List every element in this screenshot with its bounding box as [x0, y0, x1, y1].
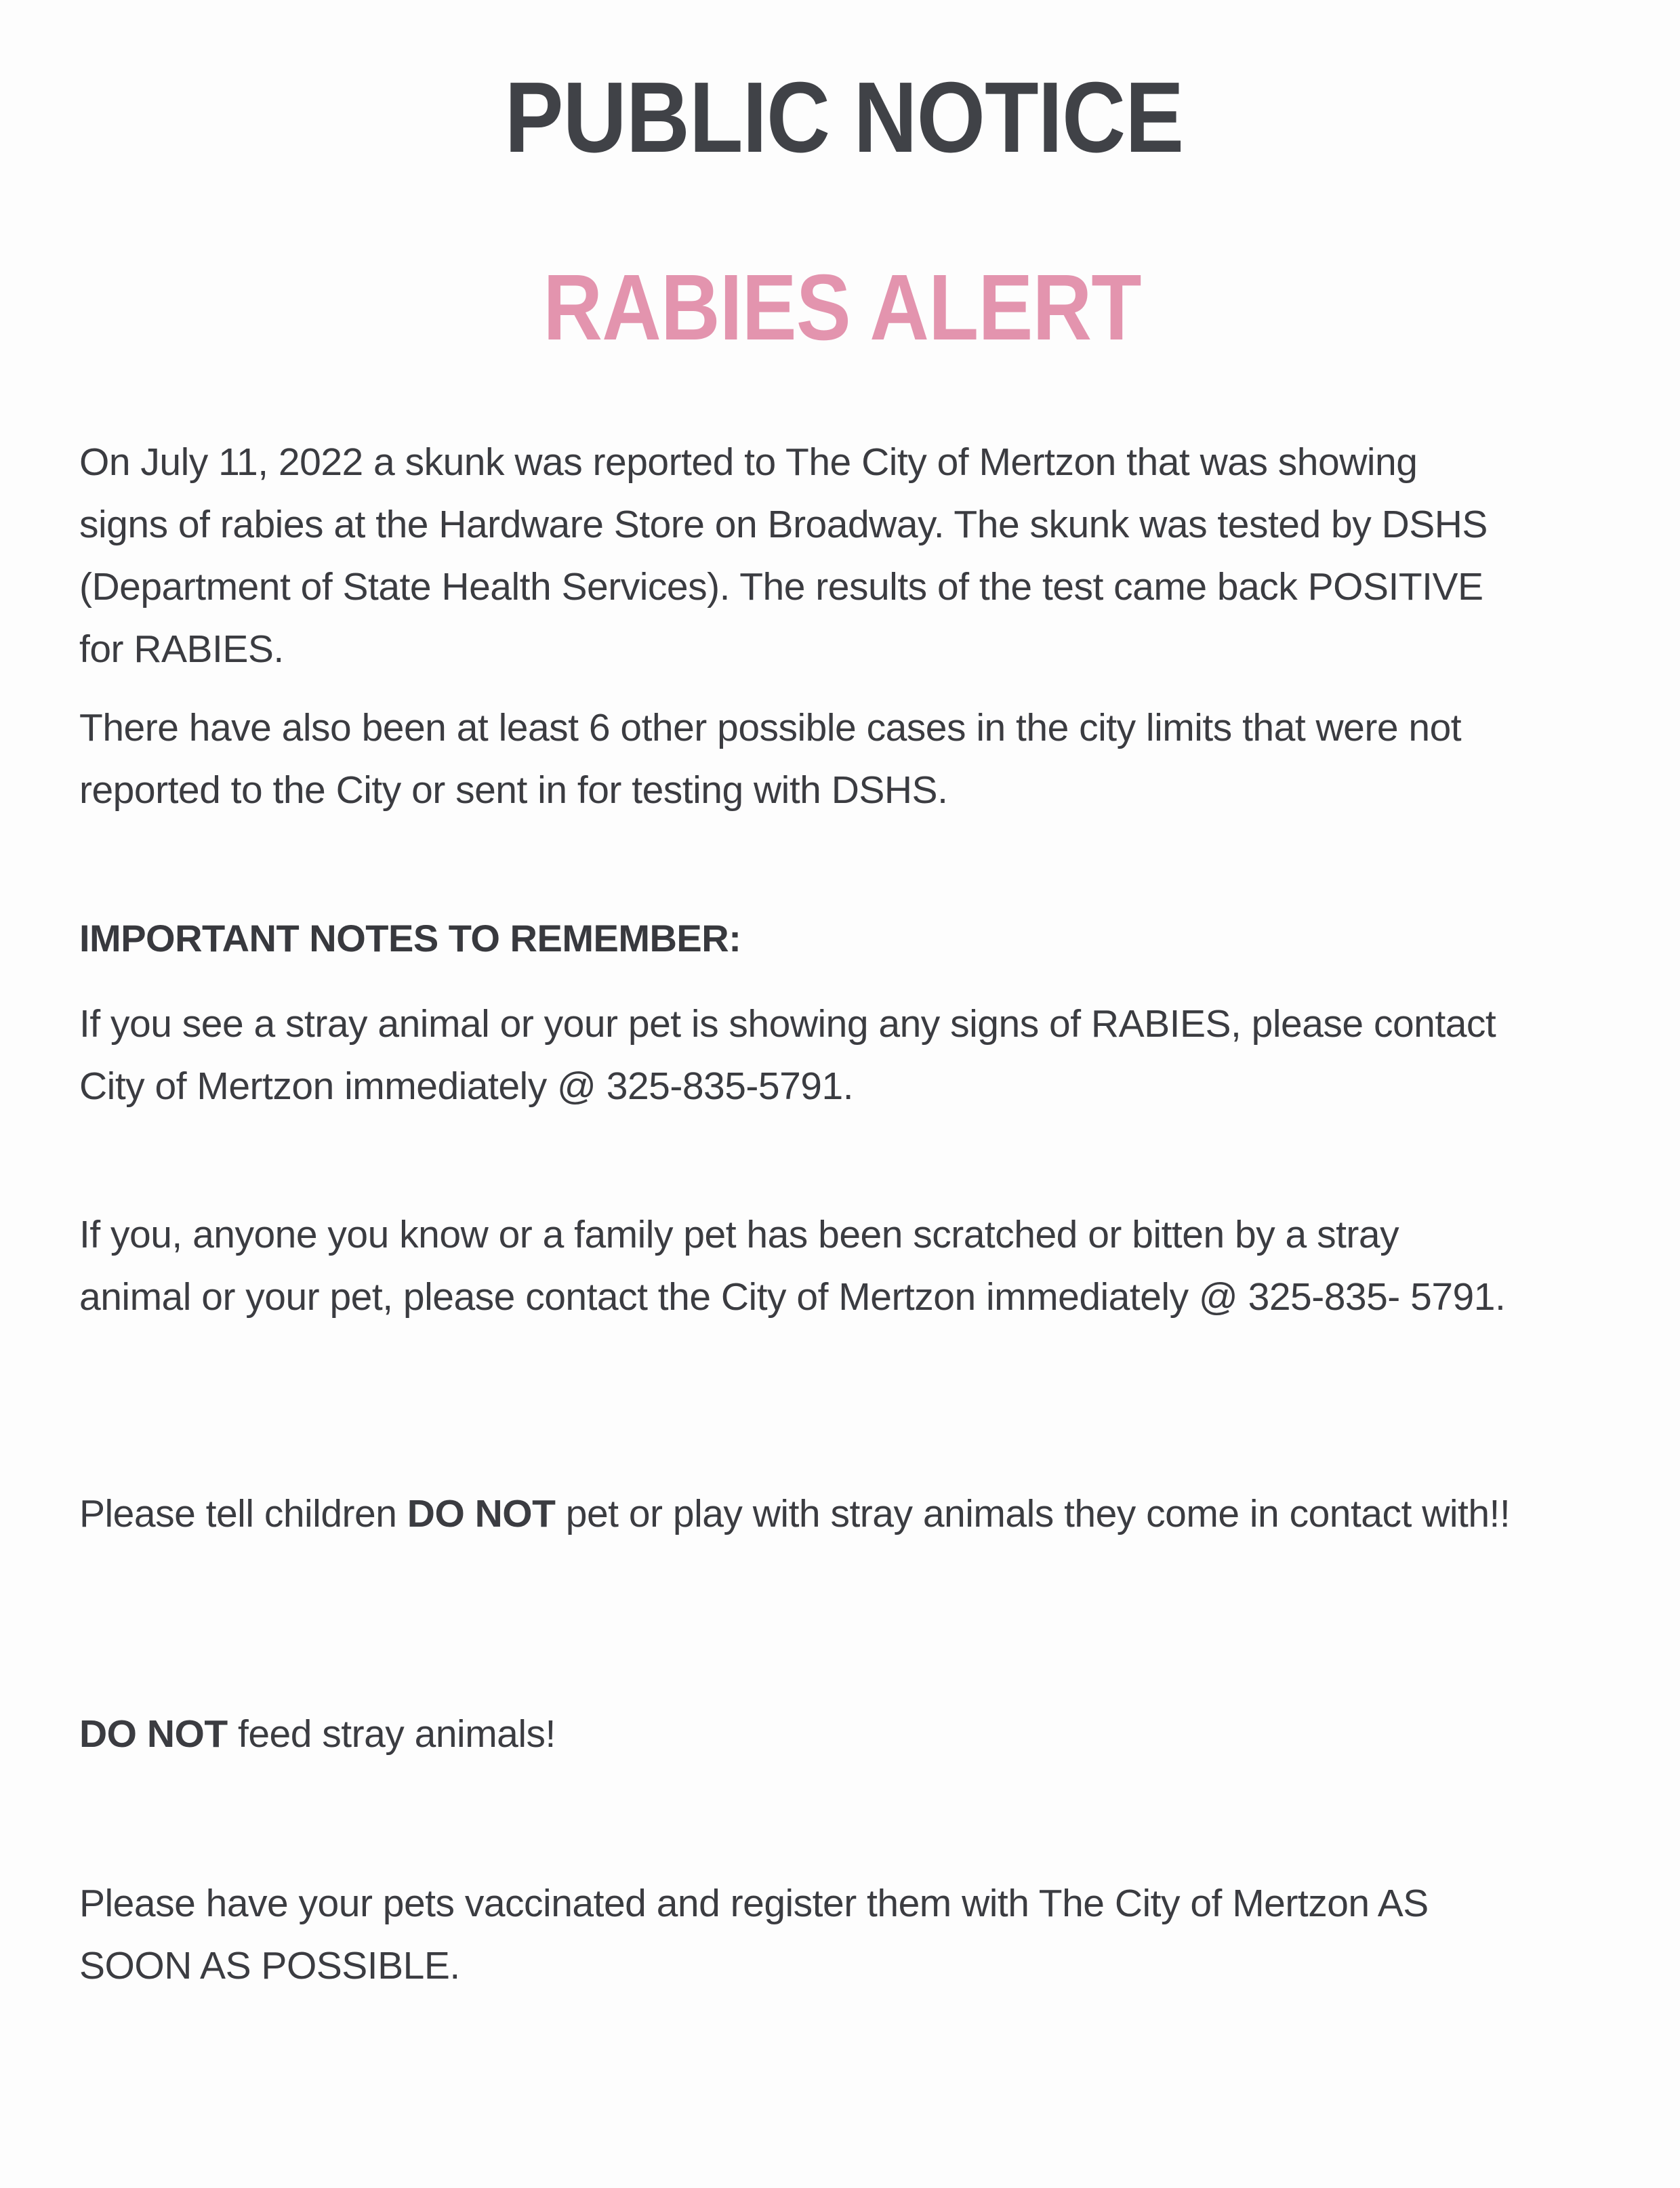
feeding-warning-note: [79, 1703, 556, 1765]
text-line: (Department of State Health Services). The results of the test came back POSITIVE: [79, 565, 1483, 608]
public-notice-title: PUBLIC NOTICE: [504, 62, 1184, 173]
text-line: There have also been at least 6 other possible cases in the city limits that were not: [79, 706, 1462, 749]
text-segment: feed stray animals!: [227, 1712, 556, 1756]
text-line: If you see a stray animal or your pet is showing any signs of RABIES, please contact: [79, 1002, 1496, 1046]
text-line: SOON AS POSSIBLE.: [79, 1944, 460, 1987]
text-segment: Please tell children: [79, 1492, 407, 1535]
rabies-alert-heading: RABIES ALERT: [543, 255, 1141, 360]
do-not-emphasis: DO NOT: [79, 1712, 228, 1756]
do-not-emphasis: DO NOT: [407, 1492, 556, 1535]
text-line: animal or your pet, please contact the City of Mertzon immediately @ 325-835-: [79, 1275, 1400, 1319]
text-line: with!!: [1422, 1492, 1511, 1535]
important-notes-heading: IMPORTANT NOTES TO REMEMBER:: [79, 917, 741, 959]
bite-contact-note: [79, 1203, 1680, 1328]
other-cases-paragraph: [79, 697, 1680, 821]
text-segment: pet or play with stray animals they come in contact: [555, 1492, 1412, 1535]
text-line: If you, anyone you know or a family pet has been scratched or bitten by a stray: [79, 1213, 1399, 1256]
text-line: [79, 1712, 556, 1756]
text-line: 5791.: [1410, 1275, 1506, 1319]
text-line: On July 11, 2022 a skunk was reported to The City of Mertzon that was showing: [79, 440, 1418, 484]
intro-paragraph: [79, 431, 1680, 680]
children-warning-note: [79, 1483, 1510, 1545]
sighting-contact-note: [79, 993, 1680, 1117]
text-line: reported to the City or sent in for testing with DSHS.: [79, 768, 948, 812]
text-line: Please have your pets vaccinated and register them with The City of Mertzon AS: [79, 1882, 1429, 1925]
text-line: signs of rabies at the Hardware Store on Broadway. The skunk was tested by DSHS: [79, 503, 1488, 546]
text-line: City of Mertzon immediately @ 325-835-5791.: [79, 1065, 854, 1108]
text-line: for RABIES.: [79, 627, 284, 671]
vaccination-note: [79, 1872, 1680, 1997]
text-line: [79, 1492, 1412, 1535]
